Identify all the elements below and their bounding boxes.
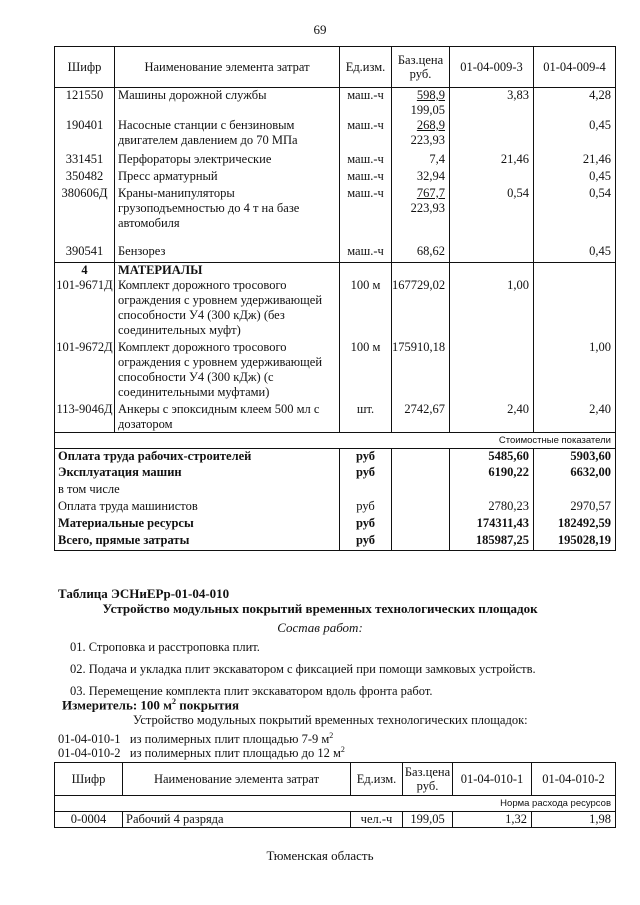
cell-price [392,152,450,169]
cost-header-row [55,432,616,448]
summary-label: Оплата труда машинистов [55,499,340,516]
empty-cell [450,262,534,278]
summary-unit: руб [340,533,392,550]
table-row [55,812,616,828]
cell-value-2: 4,28 [534,88,616,119]
cell-value-1: 1,32 [453,812,532,828]
empty-cell [392,533,450,550]
cell-unit: чел.-ч [351,812,403,828]
cell-code: 190401 [55,118,115,152]
section-number: 4 [55,262,115,278]
cell-value-1: 3,83 [450,88,534,119]
cell-value-2 [534,278,616,340]
cell-unit: маш.-ч [340,118,392,152]
table-row [55,152,616,169]
cell-value-1 [450,340,534,402]
cell-price [392,118,450,152]
header-price: Баз.цена руб. [403,763,453,796]
cell-value-2: 0,45 [534,244,616,262]
cell-unit: 100 м [340,278,392,340]
summary-value-2 [534,482,616,499]
cell-unit: шт. [340,402,392,433]
variant-code: 01-04-010-2 [58,746,121,761]
header-name: Наименование элемента затрат [115,47,340,88]
empty-cell [392,516,450,533]
price-value: 68,62 [416,244,445,258]
cell-code: 0-0004 [55,812,123,828]
price-value: 268,9 [416,118,445,132]
header-col2: 01-04-009-4 [534,47,616,88]
cell-unit: маш.-ч [340,88,392,119]
empty-cell [392,465,450,482]
table-header-row [55,763,616,796]
empty-cell [392,262,450,278]
cell-price [392,88,450,119]
cell-price [392,244,450,262]
price-value: 7,4 [429,152,445,166]
meter-tail: покрытия [176,697,240,713]
summary-row [55,516,616,533]
work-item: 02. Подача и укладка плит экскаватором с фиксацией при помощи замковых устройств. [70,662,536,676]
cell-name: Бензорез [115,244,340,262]
cell-unit: маш.-ч [340,244,392,262]
cell-value-2: 1,98 [532,812,616,828]
empty-cell [392,499,450,516]
variant-line [58,745,345,761]
variant-sup: 2 [340,745,345,754]
table-row [55,402,616,433]
price-value: 598,9 [416,88,445,102]
summary-unit: руб [340,465,392,482]
summary-row [55,499,616,516]
norm-header: Норма расхода ресурсов [55,796,616,812]
header-col1: 01-04-009-3 [450,47,534,88]
summary-label: Всего, прямые затраты [55,533,340,550]
cell-value-1 [450,169,534,186]
summary-row [55,465,616,482]
cell-value-2: 21,46 [534,152,616,169]
summary-value-2: 6632,00 [534,465,616,482]
cell-price: 167729,02 [392,278,450,340]
summary-value-2: 182492,59 [534,516,616,533]
summary-row [55,448,616,465]
summary-value-1: 2780,23 [450,499,534,516]
header-name: Наименование элемента затрат [123,763,351,796]
empty-cell [534,262,616,278]
works-title: Состав работ: [277,620,363,635]
cell-name: Комплект дорожного тросового ограждения с уровнем удерживающей способности У4 (300 кДж) (без соединительных муфт) [115,278,340,340]
cell-code: 350482 [55,169,115,186]
empty-cell [392,482,450,499]
cell-value-2: 0,54 [534,186,616,244]
summary-label: Эксплуатация машин [55,465,340,482]
variant-text: из полимерных плит площадью до 12 м [129,746,341,761]
table-row [55,186,616,244]
price-value-secondary: 223,93 [410,133,445,147]
cell-price: 2742,67 [392,402,450,433]
cell-name: Пресс арматурный [115,169,340,186]
cell-name: Анкеры с эпоксидным клеем 500 мл с дозатором [115,402,340,433]
cell-value-2: 0,45 [534,118,616,152]
cell-unit: 100 м [340,340,392,402]
price-value-secondary: 223,93 [410,201,445,215]
variant-text: из полимерных плит площадью 7-9 м [129,732,330,747]
meter-line [62,697,239,713]
cell-value-1: 1,00 [450,278,534,340]
cell-unit: маш.-ч [340,186,392,244]
summary-row [55,482,616,499]
summary-label: Оплата труда рабочих-строителей [55,448,340,465]
table-header-row [55,47,616,88]
summary-unit: руб [340,448,392,465]
norm-header-row [55,796,616,812]
cell-name: Машины дорожной службы [115,88,340,119]
empty-cell [340,262,392,278]
header-code: Шифр [55,47,115,88]
cell-unit: маш.-ч [340,152,392,169]
meter-sup: 2 [172,697,177,706]
cell-name: Перфораторы электрические [115,152,340,169]
table-row [55,118,616,152]
cell-value-2: 1,00 [534,340,616,402]
summary-value-2: 5903,60 [534,448,616,465]
cell-code: 121550 [55,88,115,119]
cell-price: 175910,18 [392,340,450,402]
cell-value-1: 2,40 [450,402,534,433]
summary-row [55,533,616,550]
price-value: 767,7 [416,186,445,200]
table-title: Устройство модульных покрытий временных технологических площадок [102,601,538,616]
meter-label: Измеритель: 100 м [62,697,173,713]
description: Устройство модульных покрытий временных технологических площадок: [133,713,528,727]
header-col2: 01-04-010-2 [532,763,616,796]
header-unit: Ед.изм. [351,763,403,796]
section-row [55,262,616,278]
summary-value-2: 2970,57 [534,499,616,516]
resource-table [54,762,616,828]
summary-label: Материальные ресурсы [55,516,340,533]
cell-price [392,186,450,244]
cell-name: Рабочий 4 разряда [123,812,351,828]
work-item: 03. Перемещение комплекта плит экскаватором вдоль фронта работ. [70,684,433,698]
cost-header: Стоимостные показатели [55,432,616,448]
cell-name: Комплект дорожного тросового ограждения с уровнем удерживающей способности У4 (300 кДж) (с соединительными муфтами) [115,340,340,402]
table-row [55,340,616,402]
page-number: 69 [313,22,327,37]
header-price: Баз.цена руб. [392,47,450,88]
cell-code: 390541 [55,244,115,262]
cell-name: Краны-манипуляторы грузоподъемностью до 4 т на базе автомобиля [115,186,340,244]
cell-code: 380606Д [55,186,115,244]
cell-value-1: 21,46 [450,152,534,169]
summary-label: в том числе [55,482,340,499]
summary-unit: руб [340,499,392,516]
cell-value-2: 0,45 [534,169,616,186]
variant-sup: 2 [329,731,334,740]
cell-unit: маш.-ч [340,169,392,186]
cell-value-1 [450,118,534,152]
price-value: 32,94 [416,169,445,183]
cell-code: 113-9046Д [55,402,115,433]
summary-unit: руб [340,516,392,533]
variant-code: 01-04-010-1 [58,732,121,747]
work-item: 01. Строповка и расстроповка плит. [70,640,260,654]
summary-value-1: 174311,43 [450,516,534,533]
header-col1: 01-04-010-1 [453,763,532,796]
table-row [55,169,616,186]
section-title: МАТЕРИАЛЫ [115,262,340,278]
cost-table [54,46,616,551]
header-code: Шифр [55,763,123,796]
summary-value-1: 185987,25 [450,533,534,550]
summary-value-1: 5485,60 [450,448,534,465]
footer-region: Тюменская область [266,848,374,863]
cell-value-1 [450,244,534,262]
empty-cell [392,448,450,465]
cell-code: 331451 [55,152,115,169]
table-row [55,244,616,262]
table-label: Таблица ЭСНиЕРр-01-04-010 [58,586,230,601]
price-value-secondary: 199,05 [410,103,445,117]
summary-value-2: 195028,19 [534,533,616,550]
summary-value-1: 6190,22 [450,465,534,482]
cell-code: 101-9671Д [55,278,115,340]
cell-price: 199,05 [403,812,453,828]
table-row [55,88,616,119]
table-row [55,278,616,340]
header-unit: Ед.изм. [340,47,392,88]
summary-unit [340,482,392,499]
cell-code: 101-9672Д [55,340,115,402]
cell-value-2: 2,40 [534,402,616,433]
cell-value-1: 0,54 [450,186,534,244]
summary-value-1 [450,482,534,499]
cell-price [392,169,450,186]
cell-name: Насосные станции с бензиновым двигателем давлением до 70 МПа [115,118,340,152]
